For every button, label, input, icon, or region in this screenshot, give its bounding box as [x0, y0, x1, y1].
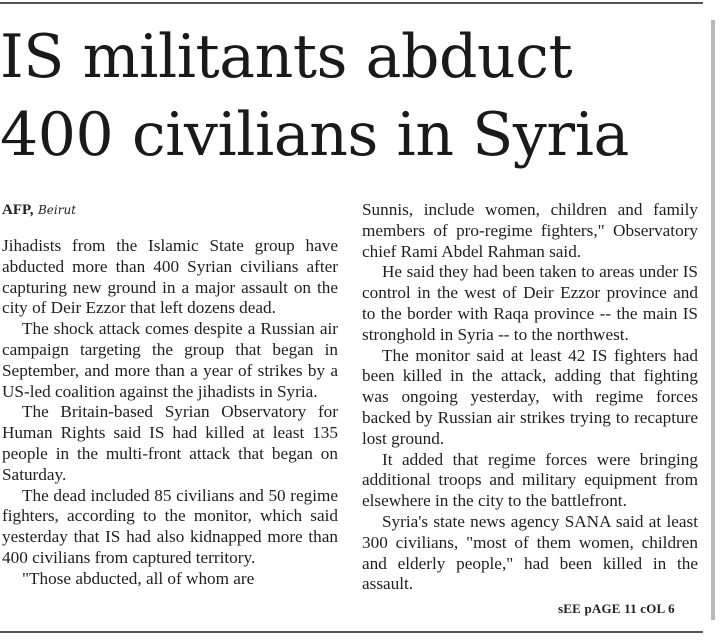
paragraph: The monitor said at least 42 IS fighters had been killed in the attack, adding that fighting was ongoing yesterday, with regime forces backed by Russian air strikes trying to recapture lost ground. [362, 345, 698, 448]
paragraph: The dead included 85 civilians and 50 regime fighters, according to the monitor, which said yesterday that IS had also kidnapped more than 400 civilians from captured territory. [2, 485, 338, 567]
paragraph: He said they had been taken to areas under IS control in the west of Deir Ezzor province and to the border with Raqa province -- the main IS stronghold in Syria -- to the northwest. [362, 262, 698, 344]
byline-place: Beirut [37, 203, 77, 217]
paragraph: It added that regime forces were bringing additional troops and military equipment from elsewhere in the city to the battlefront. [362, 449, 698, 511]
paragraph: The shock attack comes despite a Russian air campaign targeting the group that began in September, and more than a year of strikes by a US-led coalition against the jihadists in Syria. [2, 319, 338, 401]
headline-line-1: IS militants abduct [0, 22, 573, 92]
bottom-rule [0, 631, 703, 633]
continued-on-page-note: sEE pAGE 11 cOL 6 [558, 601, 675, 616]
article-column-2 [362, 200, 698, 595]
paragraph: Jihadists from the Islamic State group have abducted more than 400 Syrian civilians after capturing new ground in a major assault on the city of Deir Ezzor that left dozens dead. [2, 236, 338, 318]
page-edge-rule [711, 20, 715, 620]
paragraph: "Those abducted, all of whom are [22, 568, 255, 588]
byline-agency: AFP, [2, 202, 34, 218]
paragraph: Sunnis, include women, children and family members of pro-regime fighters," Observatory chief Rami Abdel Rahman said. [362, 200, 698, 261]
headline [0, 18, 705, 174]
article-column-1 [2, 236, 338, 590]
byline [2, 202, 76, 219]
paragraph: The Britain-based Syrian Observatory for Human Rights said IS had killed at least 135 people in the multi-front attack that began on Saturday. [2, 402, 338, 484]
top-rule [0, 2, 703, 4]
headline-line-2: 400 civilians in Syria [0, 100, 629, 170]
paragraph: Syria's state news agency SANA said at least 300 civilians, "most of them women, children and elderly people," had been killed in the assault. [362, 511, 698, 594]
